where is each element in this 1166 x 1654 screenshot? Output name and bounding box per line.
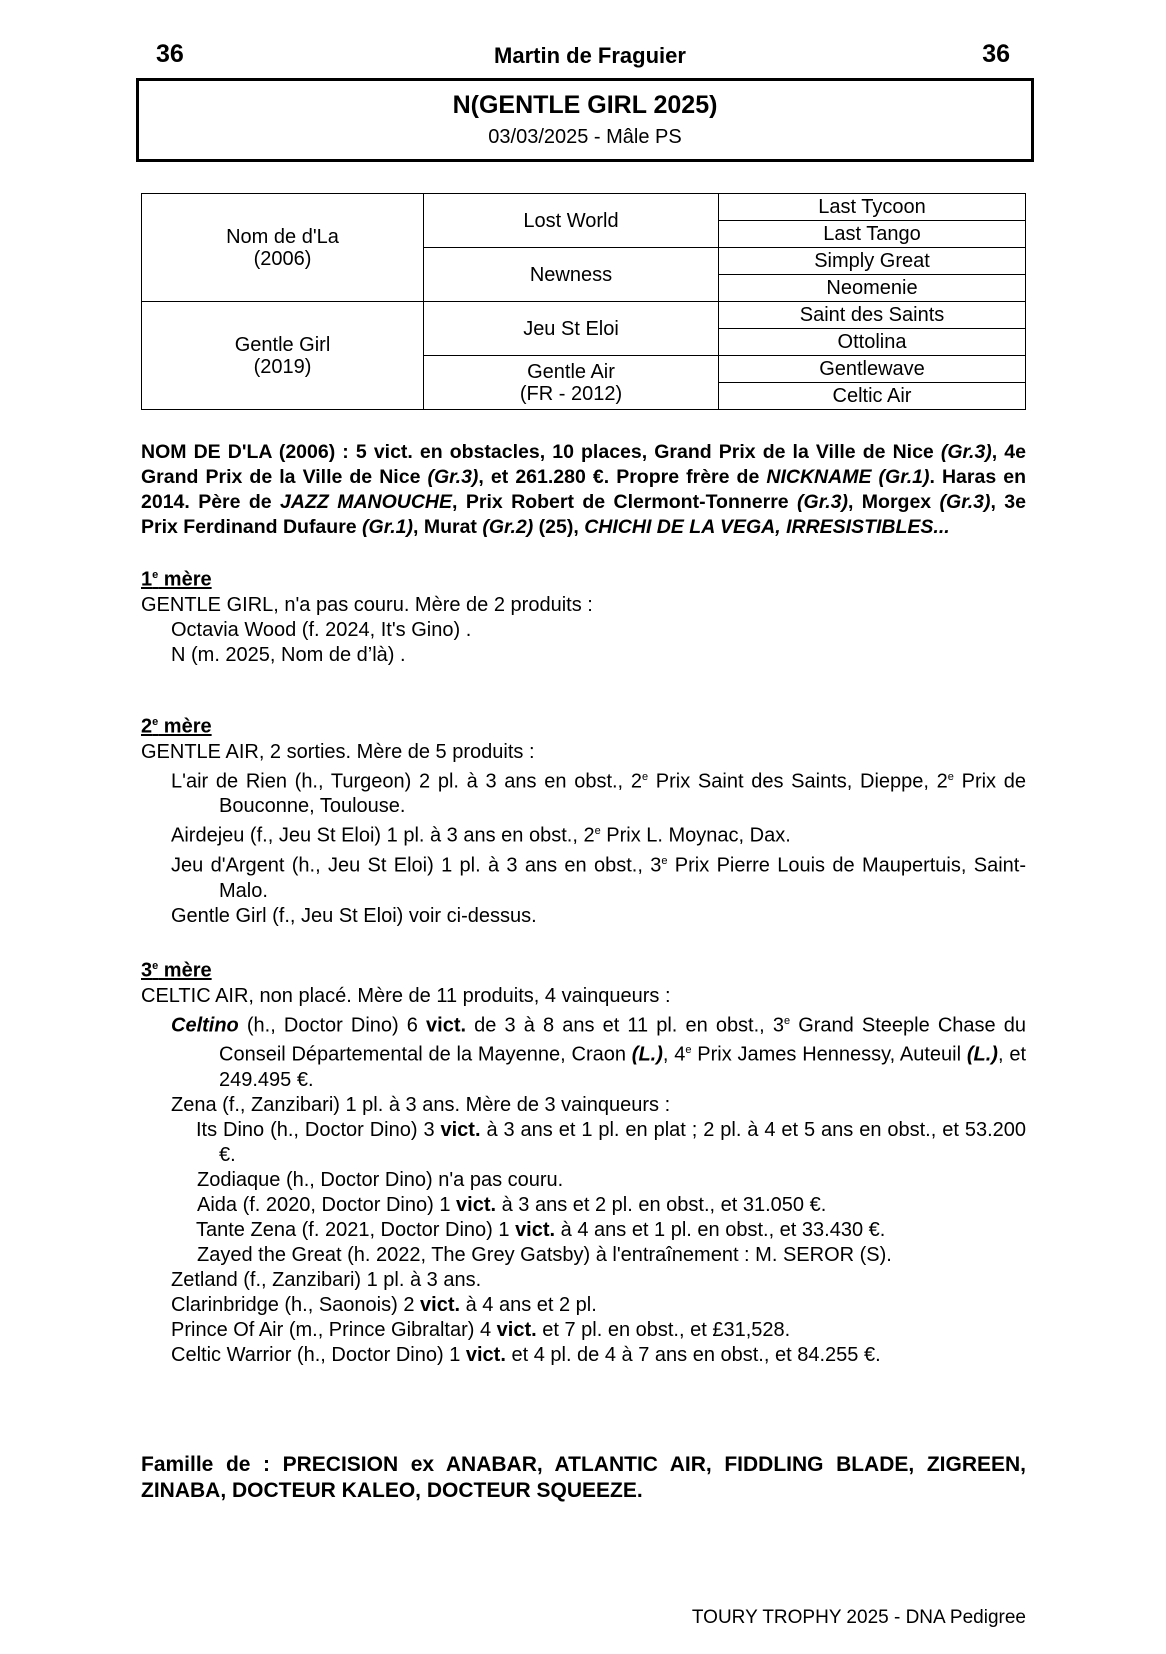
produce-line: Jeu d'Argent (h., Jeu St Eloi) 1 pl. à 3 ans en obst., 3e Prix Pierre Louis de Maupertuis, Saint-Malo. xyxy=(171,854,1026,902)
ped-cell-ssd: Last Tango xyxy=(719,221,1026,248)
produce-line: Prince Of Air (m., Prince Gibraltar) 4 vict. et 7 pl. en obst., et £31,528. xyxy=(171,1318,791,1341)
third-dam-intro: CELTIC AIR, non placé. Mère de 11 produits, 4 vainqueurs : xyxy=(141,984,671,1007)
third-dam-section xyxy=(141,954,1026,1368)
ped-cell-dss: Saint des Saints xyxy=(719,302,1026,329)
lot-number-left: 36 xyxy=(156,40,184,68)
title-box xyxy=(136,78,1034,162)
produce-line: L'air de Rien (h., Turgeon) 2 pl. à 3 ans en obst., 2e Prix Saint des Saints, Dieppe, 2e Prix de Bouconne, Toulouse. xyxy=(171,770,1026,818)
dam-sire-cell: Jeu St Eloi xyxy=(424,302,719,356)
produce-line: Clarinbridge (h., Saonois) 2 vict. à 4 ans et 2 pl. xyxy=(171,1293,597,1316)
dam-cell: Gentle Girl (2019) xyxy=(142,302,424,410)
produce-line: Celtino (h., Doctor Dino) 6 vict. de 3 à 8 ans et 11 pl. en obst., 3e Grand Steeple Chase du Conseil Départemental de la Mayenne, Craon (L.), 4e Prix James Hennessy, Auteuil (L.), et 249.495 €. xyxy=(171,1014,1026,1091)
produce-line: Zayed the Great (h. 2022, The Grey Gatsby) à l'entraînement : M. SEROR (S). xyxy=(197,1243,892,1266)
second-dam-heading: 2e mère xyxy=(141,715,212,738)
sire-description: NOM DE D'LA (2006) : 5 vict. en obstacles, 10 places, Grand Prix de la Ville de Nice (Gr.3), 4e Grand Prix de la Ville de Nice (Gr.3), et 261.280 €. Propre frère de NICKNAME (Gr.1). Haras en 2014. Père de JAZZ MANOUCHE, Prix Robert de Clermont-Tonnerre (Gr.3), Morgex (Gr.3), 3e Prix Ferdinand Dufaure (Gr.1), Murat (Gr.2) (25), CHICHI DE LA VEGA, IRRESISTIBLES... xyxy=(141,441,1026,538)
page-footer: TOURY TROPHY 2025 - DNA Pedigree xyxy=(691,1607,1026,1628)
ped-cell-sdd: Neomenie xyxy=(719,275,1026,302)
horse-name: N(GENTLE GIRL 2025) xyxy=(452,91,718,119)
vendor-name: Martin de Fraguier xyxy=(494,43,686,68)
produce-line: Gentle Girl (f., Jeu St Eloi) voir ci-dessus. xyxy=(171,904,537,927)
produce-line: Celtic Warrior (h., Doctor Dino) 1 vict. et 4 pl. de 4 à 7 ans en obst., et 84.255 €. xyxy=(171,1343,881,1366)
horse-subtitle: 03/03/2025 - Mâle PS xyxy=(488,126,682,148)
produce-line: N (m. 2025, Nom de d’là) . xyxy=(171,643,406,666)
produce-line: Aida (f. 2020, Doctor Dino) 1 vict. à 3 ans et 2 pl. en obst., et 31.050 €. xyxy=(197,1193,827,1216)
produce-line: Octavia Wood (f. 2024, It's Gino) . xyxy=(171,618,472,641)
ped-cell-dsd: Ottolina xyxy=(719,329,1026,356)
third-dam-heading: 3e mère xyxy=(141,959,212,982)
sire-dam-cell: Newness xyxy=(424,248,719,302)
page-header xyxy=(140,40,1040,74)
produce-line: Airdejeu (f., Jeu St Eloi) 1 pl. à 3 ans en obst., 2e Prix L. Moynac, Dax. xyxy=(171,824,791,847)
produce-line: Tante Zena (f. 2021, Doctor Dino) 1 vict. à 4 ans et 1 pl. en obst., et 33.430 €. xyxy=(196,1218,886,1241)
sire-cell: Nom de d'La (2006) xyxy=(142,194,424,302)
family-note: Famille de : PRECISION ex ANABAR, ATLANTIC AIR, FIDDLING BLADE, ZIGREEN, ZINABA, DOCTEUR KALEO, DOCTEUR SQUEEZE. xyxy=(141,1453,1026,1502)
sire-sire-cell: Lost World xyxy=(424,194,719,248)
ped-cell-dds: Gentlewave xyxy=(719,356,1026,383)
produce-line: Zodiaque (h., Doctor Dino) n'a pas couru. xyxy=(197,1168,564,1191)
dam-dam-cell: Gentle Air (FR - 2012) xyxy=(424,356,719,410)
produce-line: Zena (f., Zanzibari) 1 pl. à 3 ans. Mère de 3 vainqueurs : xyxy=(171,1093,671,1116)
ped-cell-ddd: Celtic Air xyxy=(719,383,1026,410)
ped-cell-sds: Simply Great xyxy=(719,248,1026,275)
produce-line: Its Dino (h., Doctor Dino) 3 vict. à 3 ans et 1 pl. en plat ; 2 pl. à 4 et 5 ans en obst., et 53.200 €. xyxy=(196,1118,1026,1166)
lot-number-right: 36 xyxy=(982,40,1010,68)
pedigree-table xyxy=(141,193,1026,410)
produce-line: Zetland (f., Zanzibari) 1 pl. à 3 ans. xyxy=(171,1268,482,1291)
first-dam-intro: GENTLE GIRL, n'a pas couru. Mère de 2 produits : xyxy=(141,593,593,616)
ped-cell-sss: Last Tycoon xyxy=(719,194,1026,221)
first-dam-section xyxy=(141,563,1026,668)
first-dam-heading: 1e mère xyxy=(141,568,212,591)
second-dam-section xyxy=(141,710,1026,929)
second-dam-intro: GENTLE AIR, 2 sorties. Mère de 5 produits : xyxy=(141,740,535,763)
